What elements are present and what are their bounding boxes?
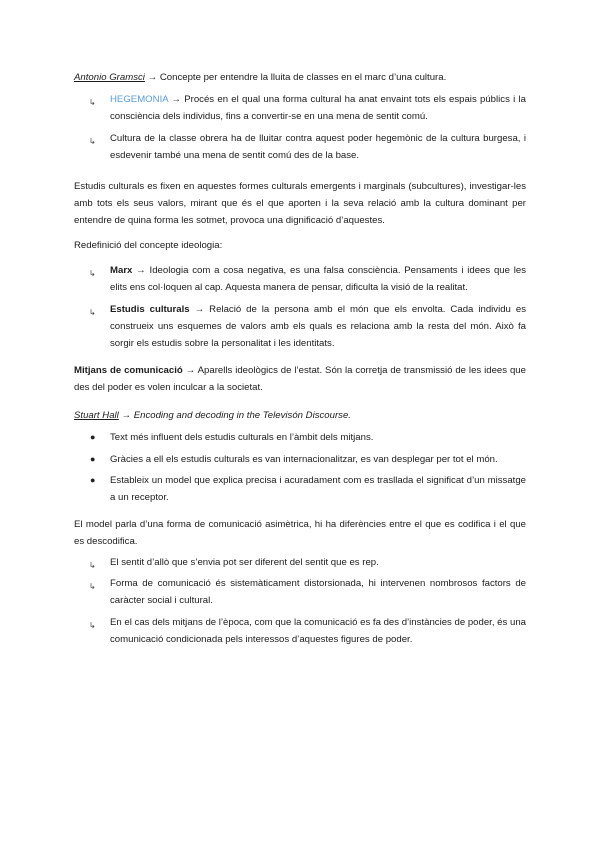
ideologia-heading: Redefinició del concepte ideologia: <box>74 240 223 251</box>
marx-term: Marx <box>110 265 133 276</box>
bullet-icon: ● <box>90 475 96 485</box>
paragraph-model: El model parla d’una forma de comunicació asimètrica, hi ha diferències entre el que es codifica i el que es descodifica. <box>74 519 526 547</box>
hegemonia-term: HEGEMONIA <box>110 94 169 105</box>
paragraph-estudis-culturals: Estudis culturals es fixen en aquestes formes culturals emergents i marginals (subcultures), investigar-les amb tots els seus valors, mirant que és el que aporten i la seva relació amb la cultura dominant per entendre de quina forma les sotmet, provoca una dignificació d’aquestes. <box>74 181 526 226</box>
sub-arrow-icon: ↳ <box>89 269 96 278</box>
gramsci-item-hegemonia <box>110 91 526 125</box>
obrera-text: Cultura de la classe obrera ha de lluitar contra aquest poder hegemònic de la cultura burgesa, i esdevenir també una mena de sentit comú des de la base. <box>110 133 526 161</box>
ideologia-item-estudis <box>110 301 526 352</box>
hall-item: Text més influent dels estudis culturals en l’àmbit dels mitjans. <box>110 432 374 443</box>
sub-arrow-icon: ↳ <box>89 137 96 146</box>
estudis-text: → Relació de la persona amb el món que els envolta. Cada individu es construeix uns esquemes de valors amb els quals es relaciona amb la resta del món. Això fa sorgir els estudis sobre la personalitat i les identitats. <box>110 304 526 349</box>
sub-arrow-icon: ↳ <box>89 561 96 570</box>
mitjans-paragraph <box>74 362 526 396</box>
mitjans-term: Mitjans de comunicació <box>74 365 183 376</box>
gramsci-author: Antonio Gramsci <box>74 72 145 83</box>
gramsci-text: → Concepte per entendre la lluita de classes en el marc d’una cultura. <box>147 72 447 83</box>
hall-author: Stuart Hall <box>74 410 119 421</box>
model-item: El sentit d’allò que s’envia pot ser diferent del sentit que es rep. <box>110 557 379 568</box>
mitjans-text: → Aparells ideològics de l’estat. Són la corretja de transmissió de les idees que des del poder es volen inculcar a la societat. <box>74 365 526 393</box>
sub-arrow-icon: ↳ <box>89 308 96 317</box>
bullet-icon: ● <box>90 432 96 442</box>
estudis-term: Estudis culturals <box>110 304 190 315</box>
sub-arrow-icon: ↳ <box>89 621 96 630</box>
gramsci-line <box>74 69 526 86</box>
hegemonia-text: → Procés en el qual una forma cultural ha anat envaint tots els espais públics i la consciència dels individus, fins a convertir-se en una mena de sentit comú. <box>110 94 526 122</box>
hall-item: Gràcies a ell els estudis culturals es van internacionalitzar, es van desplegar per tot el món. <box>110 454 498 465</box>
model-item: En el cas dels mitjans de l’època, com que la comunicació es fa des d’instàncies de poder, és una comunicació condicionada pels interessos d’aquestes figures de poder. <box>110 617 526 645</box>
ideologia-item-marx <box>110 262 526 296</box>
hall-item: Estableix un model que explica precisa i acuradament com es trasllada el significat d’un missatge a un receptor. <box>110 475 526 503</box>
gramsci-item-obrera <box>110 130 526 164</box>
hall-line <box>74 407 526 424</box>
model-item: Forma de comunicació és sistemàticament distorsionada, hi intervenen nombrosos factors de caràcter social i cultural. <box>110 578 526 606</box>
marx-text: → Ideologia com a cosa negativa, es una falsa consciència. Pensaments i idees que les elits ens col·loquen al cap. Aquesta manera de pensar, dificulta la visió de la realitat. <box>110 265 526 293</box>
sub-arrow-icon: ↳ <box>89 582 96 591</box>
hall-text: → Encoding and decoding in the Televisón Discourse. <box>118 410 351 421</box>
bullet-icon: ● <box>90 454 96 464</box>
sub-arrow-icon: ↳ <box>89 98 96 107</box>
